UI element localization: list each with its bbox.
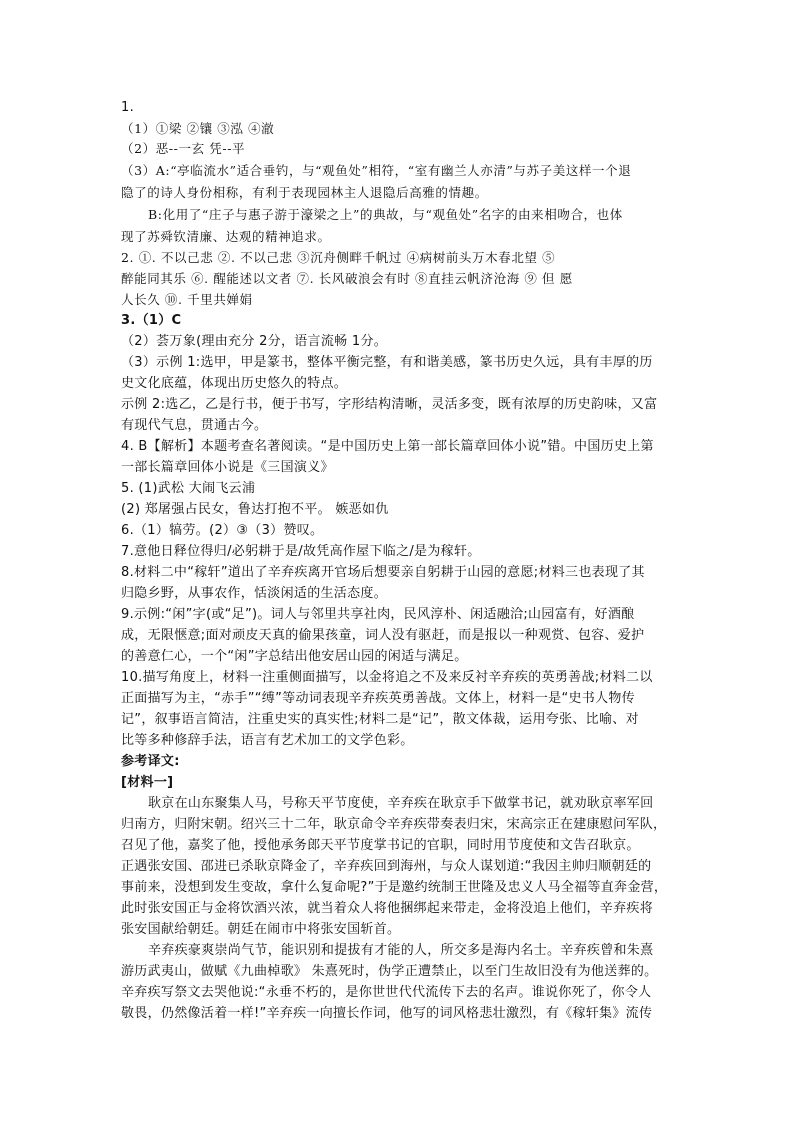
q6-answer: 6.（1）犒劳。(2）③（3）赞叹。 — [121, 523, 324, 538]
q4-line2: 一部长篇章回体小说是《三国演义》 — [121, 460, 334, 475]
q4-line1: 4. B【解析】本题考查名著阅读。“是中国历史上第一部长篇章回体小说”错。中国历史上第 — [121, 439, 654, 454]
q7-answer: 7.意他日释位得归/必躬耕于是/故凭高作屋下临之/是为稼轩。 — [121, 544, 481, 559]
translation-p1-line2: 归南方，归附宋朝。绍兴三十二年，耿京命令辛弃疾带奏表归宋，宋高宗正在建康慰问军队， — [121, 817, 667, 832]
material-one-heading: [材料一] — [121, 775, 174, 790]
q8-line2: 归隐乡野，从事农作，恬淡闲适的生活态度。 — [121, 586, 388, 601]
q3-part3-line2: 史文化底蕴，体现出历史悠久的特点。 — [121, 376, 348, 391]
q2-answer-line1: 2. ①. 不以己悲 ②. 不以己悲 ③沉舟侧畔千帆过 ④病树前头万木春北望 ⑤ — [121, 250, 556, 265]
translation-p1-line3: 召见了他，嘉奖了他，授他承务郎天平节度掌书记的官职，同时用节度使和文告召耿京。 — [121, 838, 640, 853]
q1-part3-line2: 隐了的诗人身份相称，有利于表现园林主人退隐后高雅的情趣。 — [121, 185, 488, 200]
q3-part3-line1: （3）示例 1:选甲，甲是篆书，整体平衡完整，有和谐美感，篆书历史久远，具有丰厚的历 — [121, 355, 653, 370]
q10-line2: 正面描写为主，“赤手”“缚”等动词表现辛弃疾英勇善战。文体上，材料一是“史书人物传 — [121, 691, 635, 706]
translation-p2-line3: 辛弃疾写祭文去哭他说:“永垂不朽的，是你世世代代流传下去的名声。谁说你死了，你令人 — [121, 985, 652, 1000]
translation-p1-line7: 张安国献给朝廷。朝廷在闹市中将张安国斩首。 — [121, 922, 401, 937]
translation-p2-line1: 辛弃疾豪爽崇尚气节，能识别和提拔有才能的人，所交多是海内名士。辛弃疾曾和朱熹 — [148, 943, 654, 958]
q3-part2: （2）荟万象(理由充分 2分，语言流畅 1分。 — [121, 334, 388, 349]
q5-part1: 5. (1)武松 大闹飞云浦 — [121, 481, 256, 496]
q9-line2: 成，无限惬意;面对顽皮天真的偷果孩童，词人没有驱赶，而是报以一种观赏、包容、爱护 — [121, 628, 645, 643]
translation-p2-line4: 敬畏，仍然像活着一样!”辛弃疾一向擅长作词，他写的词风格悲壮激烈，有《稼轩集》流传 — [121, 1006, 653, 1021]
q1-part2-answer: （2）恶--一玄 凭--平 — [121, 141, 246, 156]
translation-p1-line1: 耿京在山东聚集人马，号称天平节度使，辛弃疾在耿京手下做掌书记，就劝耿京率军回 — [148, 796, 654, 811]
q3-part1: 3.（1）C — [121, 313, 182, 328]
q10-line4: 比等多种修辞手法，语言有艺术加工的文学色彩。 — [121, 733, 414, 748]
q1-part3-b-line2: 现了苏舜钦清廉、达观的精神追求。 — [121, 229, 331, 244]
translation-p1-line6: 此时张安国正与金将饮酒兴浓，就当着众人将他捆绑起来带走，金将没追上他们，辛弃疾将 — [121, 901, 654, 916]
q3-example2-line2: 有现代气息，贯通古今。 — [121, 418, 268, 433]
q10-line1: 10.描写角度上，材料一注重侧面描写，以金将追之不及来反衬辛弃疾的英勇善战;材料二以 — [121, 670, 653, 685]
q9-line3: 的善意仁心，一个“闲”字总结出他安居山园的闲适与满足。 — [121, 649, 468, 664]
q1-part1-answer: （1）①梁 ②镶 ③泓 ④澈 — [121, 121, 275, 136]
translation-p1-line5: 事前来，没想到发生变故，拿什么复命呢?”于是邀约统制王世隆及忠义人马全福等直奔金营， — [121, 880, 668, 895]
q10-line3: 记”，叙事语言简洁，注重史实的真实性;材料二是“记”，散文体裁，运用夸张、比喻、对 — [121, 712, 639, 727]
translation-p2-line2: 游历武夷山，做赋《九曲棹歌》 朱熹死时，伪学正遭禁止，以至门生故旧没有为他送葬的。 — [121, 964, 658, 979]
q8-line1: 8.材料二中“稼轩”道出了辛弃疾离开官场后想要亲自躬耕于山园的意愿;材料三也表现了其 — [121, 565, 645, 580]
translation-heading: 参考译文: — [121, 754, 180, 769]
q2-answer-line2: 醉能同其乐 ⑥. 醒能述以文者 ⑦. 长风破浪会有时 ⑧直挂云帆济沧海 ⑨ 但 愿 — [121, 271, 573, 286]
question-1-number: 1. — [121, 100, 135, 115]
q3-example2-line1: 示例 2:选乙，乙是行书，便于书写，字形结构清晰，灵活多变，既有浓厚的历史韵味，又富 — [121, 397, 658, 412]
q1-part3-b-line1: B:化用了“庄子与惠子游于濠梁之上”的典故，与“观鱼处”名字的由来相吻合，也体 — [148, 207, 623, 222]
q1-part3-line1: （3）A:“亭临流水”适合垂钓，与“观鱼处”相符，“室有幽兰人亦清”与苏子美这样一个退 — [121, 163, 632, 178]
translation-p1-line4: 正遇张安国、邵进已杀耿京降金了，辛弃疾回到海州，与众人谋划道:“我因主帅归顺朝廷的 — [121, 859, 652, 874]
q2-answer-line3: 人长久 ⑩. 千里共婵娟 — [121, 292, 253, 307]
q5-part2: (2) 郑屠强占民女，鲁达打抱不平。 嫉恶如仇 — [121, 502, 389, 517]
q9-line1: 9.示例:“闲”字(或“足”)。词人与邻里共享社肉，民风淳朴、闲适融洽;山园富有，好酒酿 — [121, 607, 635, 622]
